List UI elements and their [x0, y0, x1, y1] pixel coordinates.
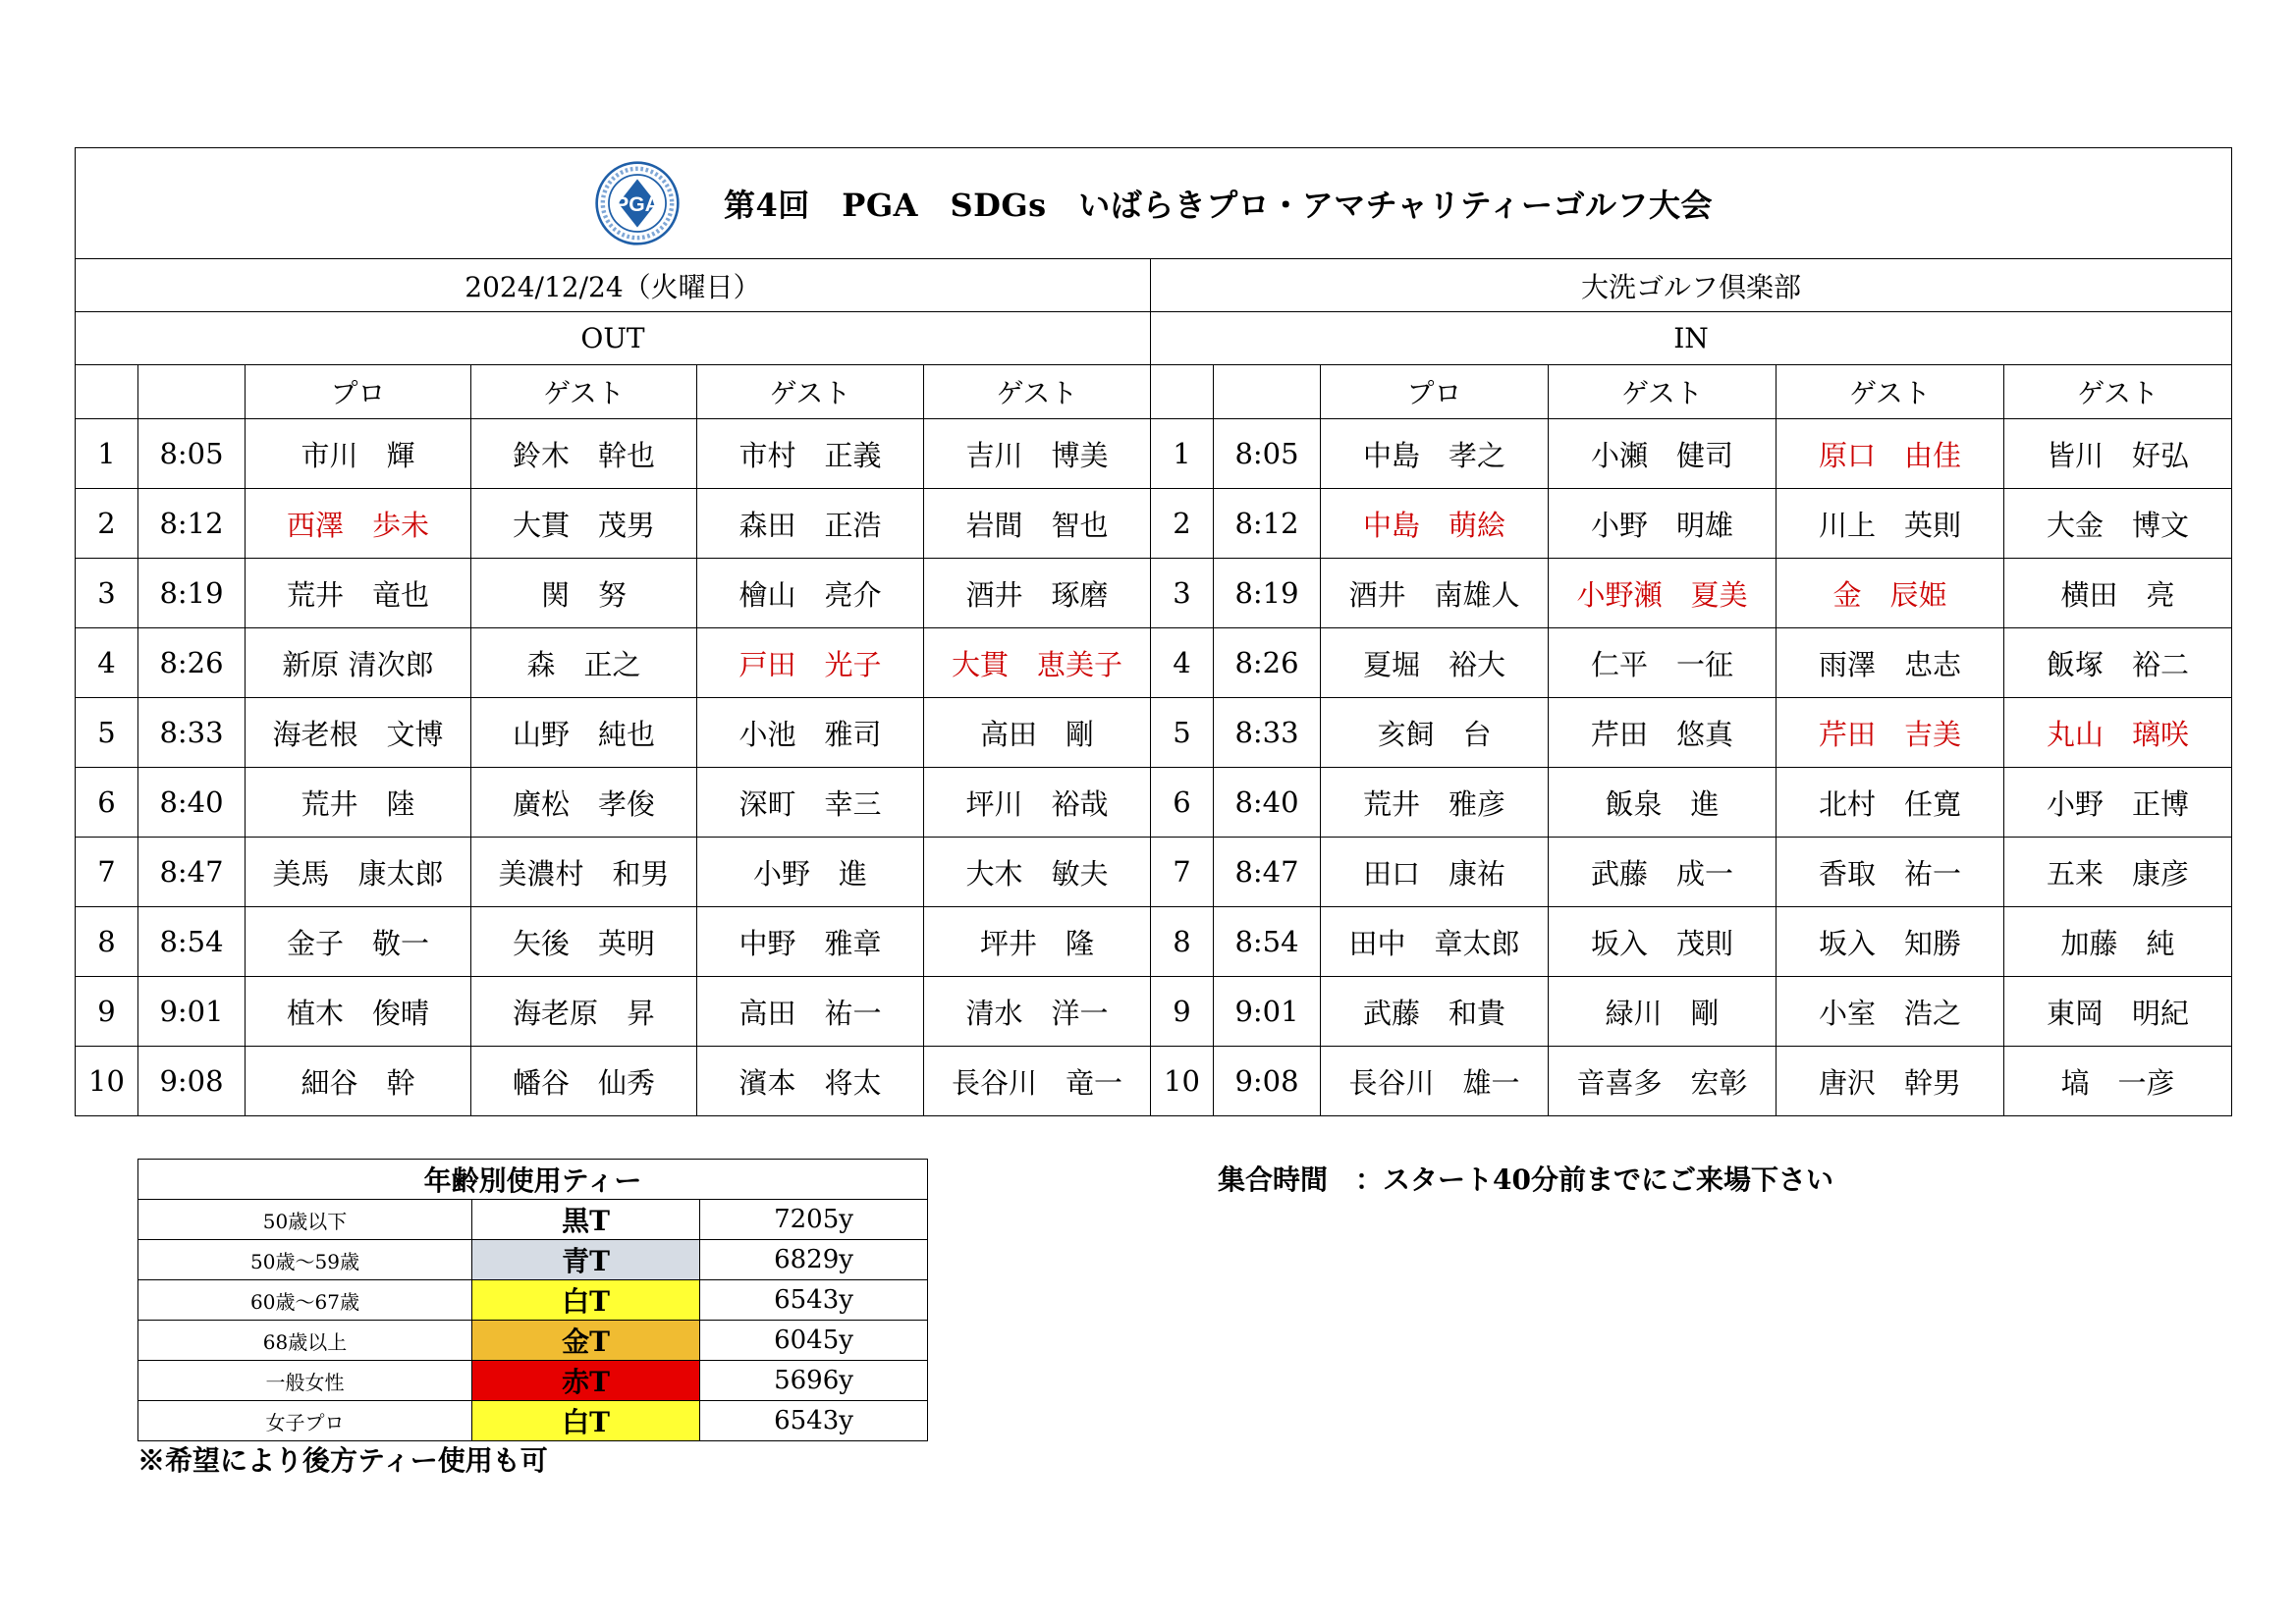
tee-row — [138, 1401, 928, 1441]
pairing-table — [75, 147, 2232, 1116]
table-row — [76, 419, 2232, 489]
in-tee-time: 8:26 — [1214, 628, 1321, 698]
pairing-sheet — [75, 147, 2231, 1116]
in-player-cell: 小室 浩之 — [1777, 977, 2004, 1047]
in-player-cell: 横田 亮 — [2004, 559, 2232, 628]
out-player-cell: 新原 清次郎 — [246, 628, 471, 698]
in-player-cell: 金 辰姫 — [1777, 559, 2004, 628]
in-player-cell: 芹田 吉美 — [1777, 698, 2004, 768]
in-tee-time: 8:19 — [1214, 559, 1321, 628]
out-player-cell: 細谷 幹 — [246, 1047, 471, 1116]
header-pro: プロ — [1321, 365, 1549, 419]
in-group-number: 1 — [1151, 419, 1214, 489]
out-player-cell: 檜山 亮介 — [697, 559, 924, 628]
table-row — [76, 838, 2232, 907]
in-player-cell: 音喜多 宏彰 — [1549, 1047, 1777, 1116]
in-player-cell: 雨澤 忠志 — [1777, 628, 2004, 698]
out-group-number: 10 — [76, 1047, 138, 1116]
table-row — [76, 628, 2232, 698]
in-player-cell: 大金 博文 — [2004, 489, 2232, 559]
out-player-cell: 幡谷 仙秀 — [471, 1047, 697, 1116]
tee-color: 赤T — [472, 1361, 700, 1401]
in-tee-time: 9:01 — [1214, 977, 1321, 1047]
table-row — [76, 768, 2232, 838]
tee-row — [138, 1321, 928, 1361]
in-player-cell: 長谷川 雄一 — [1321, 1047, 1549, 1116]
tee-age-group: 68歳以上 — [138, 1321, 472, 1361]
out-player-cell: 植木 俊晴 — [246, 977, 471, 1047]
out-player-cell: 小池 雅司 — [697, 698, 924, 768]
header-blank — [138, 365, 246, 419]
out-player-cell: 西澤 歩未 — [246, 489, 471, 559]
out-player-cell: 森田 正浩 — [697, 489, 924, 559]
tee-yardage: 6543y — [700, 1280, 928, 1321]
tee-age-group: 女子プロ — [138, 1401, 472, 1441]
out-group-number: 4 — [76, 628, 138, 698]
in-player-cell: 小野 正博 — [2004, 768, 2232, 838]
logo-text: PGA — [615, 192, 660, 216]
in-player-cell: 田中 章太郎 — [1321, 907, 1549, 977]
out-tee-time: 8:19 — [138, 559, 246, 628]
out-player-cell: 森 正之 — [471, 628, 697, 698]
tee-row — [138, 1280, 928, 1321]
tee-yardage: 6045y — [700, 1321, 928, 1361]
table-row — [76, 698, 2232, 768]
in-group-number: 10 — [1151, 1047, 1214, 1116]
tee-row — [138, 1361, 928, 1401]
tee-yardage: 6829y — [700, 1240, 928, 1280]
out-player-cell: 岩間 智也 — [924, 489, 1151, 559]
header-guest: ゲスト — [2004, 365, 2232, 419]
in-group-number: 9 — [1151, 977, 1214, 1047]
date-cell: 2024/12/24（火曜日） — [76, 259, 1151, 312]
in-player-cell: 川上 英則 — [1777, 489, 2004, 559]
out-tee-time: 9:08 — [138, 1047, 246, 1116]
tee-color: 黒T — [472, 1200, 700, 1240]
tee-color: 白T — [472, 1401, 700, 1441]
in-player-cell: 緑川 剛 — [1549, 977, 1777, 1047]
header-blank — [1151, 365, 1214, 419]
in-player-cell: 塙 一彦 — [2004, 1047, 2232, 1116]
table-row — [76, 559, 2232, 628]
in-player-cell: 酒井 南雄人 — [1321, 559, 1549, 628]
out-player-cell: 戸田 光子 — [697, 628, 924, 698]
out-player-cell: 酒井 琢磨 — [924, 559, 1151, 628]
in-player-cell: 中島 萌絵 — [1321, 489, 1549, 559]
out-player-cell: 関 努 — [471, 559, 697, 628]
out-tee-time: 8:33 — [138, 698, 246, 768]
header-guest: ゲスト — [924, 365, 1151, 419]
in-player-cell: 飯泉 進 — [1549, 768, 1777, 838]
out-player-cell: 長谷川 竜一 — [924, 1047, 1151, 1116]
out-player-cell: 小野 進 — [697, 838, 924, 907]
header-guest: ゲスト — [1549, 365, 1777, 419]
header-guest: ゲスト — [1777, 365, 2004, 419]
out-player-cell: 市川 輝 — [246, 419, 471, 489]
out-player-cell: 濱本 将太 — [697, 1047, 924, 1116]
tee-table-header: 年齢別使用ティー — [138, 1160, 928, 1200]
in-group-number: 7 — [1151, 838, 1214, 907]
in-player-cell: 田口 康祐 — [1321, 838, 1549, 907]
in-player-cell: 加藤 純 — [2004, 907, 2232, 977]
in-tee-time: 8:40 — [1214, 768, 1321, 838]
tee-yardage: 6543y — [700, 1401, 928, 1441]
tee-color: 金T — [472, 1321, 700, 1361]
tee-age-group: 60歳～67歳 — [138, 1280, 472, 1321]
out-tee-time: 8:54 — [138, 907, 246, 977]
in-player-cell: 荒井 雅彦 — [1321, 768, 1549, 838]
in-player-cell: 北村 任寛 — [1777, 768, 2004, 838]
out-player-cell: 高田 剛 — [924, 698, 1151, 768]
in-group-number: 6 — [1151, 768, 1214, 838]
out-tee-time: 9:01 — [138, 977, 246, 1047]
out-tee-time: 8:12 — [138, 489, 246, 559]
in-tee-time: 8:47 — [1214, 838, 1321, 907]
in-player-cell: 夏堀 裕大 — [1321, 628, 1549, 698]
out-player-cell: 清水 洋一 — [924, 977, 1151, 1047]
out-player-cell: 海老根 文博 — [246, 698, 471, 768]
tee-yardage: 5696y — [700, 1361, 928, 1401]
header-guest: ゲスト — [697, 365, 924, 419]
out-group-number: 9 — [76, 977, 138, 1047]
tee-age-group: 一般女性 — [138, 1361, 472, 1401]
out-player-cell: 荒井 陸 — [246, 768, 471, 838]
out-group-number: 7 — [76, 838, 138, 907]
tee-color: 青T — [472, 1240, 700, 1280]
out-player-cell: 鈴木 幹也 — [471, 419, 697, 489]
out-player-cell: 海老原 昇 — [471, 977, 697, 1047]
tee-table — [137, 1159, 928, 1441]
in-group-number: 3 — [1151, 559, 1214, 628]
tee-table-wrap — [137, 1159, 928, 1441]
in-player-cell: 香取 祐一 — [1777, 838, 2004, 907]
header-blank — [76, 365, 138, 419]
out-player-cell: 大木 敏夫 — [924, 838, 1151, 907]
title-cell — [76, 148, 2232, 259]
in-player-cell: 小野瀬 夏美 — [1549, 559, 1777, 628]
out-group-number: 3 — [76, 559, 138, 628]
out-group-number: 6 — [76, 768, 138, 838]
in-tee-time: 8:05 — [1214, 419, 1321, 489]
in-player-cell: 坂入 知勝 — [1777, 907, 2004, 977]
out-player-cell: 荒井 竜也 — [246, 559, 471, 628]
out-group-number: 1 — [76, 419, 138, 489]
out-tee-time: 8:47 — [138, 838, 246, 907]
in-player-cell: 五来 康彦 — [2004, 838, 2232, 907]
out-player-cell: 坪井 隆 — [924, 907, 1151, 977]
header-pro: プロ — [246, 365, 471, 419]
in-player-cell: 丸山 璃咲 — [2004, 698, 2232, 768]
in-group-number: 4 — [1151, 628, 1214, 698]
in-player-cell: 武藤 和貴 — [1321, 977, 1549, 1047]
venue-cell: 大洗ゴルフ倶楽部 — [1151, 259, 2232, 312]
pga-logo-icon — [594, 160, 681, 246]
table-row — [76, 907, 2232, 977]
in-tee-time: 9:08 — [1214, 1047, 1321, 1116]
in-player-cell: 飯塚 裕二 — [2004, 628, 2232, 698]
in-player-cell: 仁平 一征 — [1549, 628, 1777, 698]
out-player-cell: 美馬 康太郎 — [246, 838, 471, 907]
out-player-cell: 高田 祐一 — [697, 977, 924, 1047]
in-tee-time: 8:33 — [1214, 698, 1321, 768]
out-tee-time: 8:26 — [138, 628, 246, 698]
table-row — [76, 489, 2232, 559]
in-player-cell: 武藤 成一 — [1549, 838, 1777, 907]
in-player-cell: 小野 明雄 — [1549, 489, 1777, 559]
tee-row — [138, 1240, 928, 1280]
in-player-cell: 東岡 明紀 — [2004, 977, 2232, 1047]
tee-yardage: 7205y — [700, 1200, 928, 1240]
tee-note: ※希望により後方ティー使用も可 — [137, 1444, 548, 1477]
meeting-time-note: 集合時間 ：スタート40分前までにご来場下さい — [1218, 1163, 1833, 1196]
out-group-number: 2 — [76, 489, 138, 559]
out-label: OUT — [76, 312, 1151, 365]
page-title: 第4回 PGA SDGs いばらきプロ・アマチャリティーゴルフ大会 — [724, 187, 1714, 224]
in-group-number: 5 — [1151, 698, 1214, 768]
out-player-cell: 矢後 英明 — [471, 907, 697, 977]
header-blank — [1214, 365, 1321, 419]
out-player-cell: 市村 正義 — [697, 419, 924, 489]
in-player-cell: 中島 孝之 — [1321, 419, 1549, 489]
in-player-cell: 芹田 悠真 — [1549, 698, 1777, 768]
in-player-cell: 小瀬 健司 — [1549, 419, 1777, 489]
out-player-cell: 山野 純也 — [471, 698, 697, 768]
out-player-cell: 深町 幸三 — [697, 768, 924, 838]
out-tee-time: 8:05 — [138, 419, 246, 489]
in-player-cell: 皆川 好弘 — [2004, 419, 2232, 489]
table-row — [76, 1047, 2232, 1116]
out-player-cell: 廣松 孝俊 — [471, 768, 697, 838]
in-group-number: 8 — [1151, 907, 1214, 977]
out-player-cell: 大貫 茂男 — [471, 489, 697, 559]
tee-row — [138, 1200, 928, 1240]
in-player-cell: 原口 由佳 — [1777, 419, 2004, 489]
in-player-cell: 唐沢 幹男 — [1777, 1047, 2004, 1116]
out-player-cell: 美濃村 和男 — [471, 838, 697, 907]
tee-age-group: 50歳～59歳 — [138, 1240, 472, 1280]
tee-color: 白T — [472, 1280, 700, 1321]
tee-age-group: 50歳以下 — [138, 1200, 472, 1240]
out-player-cell: 中野 雅章 — [697, 907, 924, 977]
out-player-cell: 吉川 博美 — [924, 419, 1151, 489]
out-group-number: 8 — [76, 907, 138, 977]
in-player-cell: 坂入 茂則 — [1549, 907, 1777, 977]
out-player-cell: 坪川 裕哉 — [924, 768, 1151, 838]
out-group-number: 5 — [76, 698, 138, 768]
out-tee-time: 8:40 — [138, 768, 246, 838]
in-label: IN — [1151, 312, 2232, 365]
out-player-cell: 金子 敬一 — [246, 907, 471, 977]
in-group-number: 2 — [1151, 489, 1214, 559]
in-tee-time: 8:12 — [1214, 489, 1321, 559]
header-guest: ゲスト — [471, 365, 697, 419]
in-player-cell: 亥飼 台 — [1321, 698, 1549, 768]
in-tee-time: 8:54 — [1214, 907, 1321, 977]
table-row — [76, 977, 2232, 1047]
out-player-cell: 大貫 恵美子 — [924, 628, 1151, 698]
